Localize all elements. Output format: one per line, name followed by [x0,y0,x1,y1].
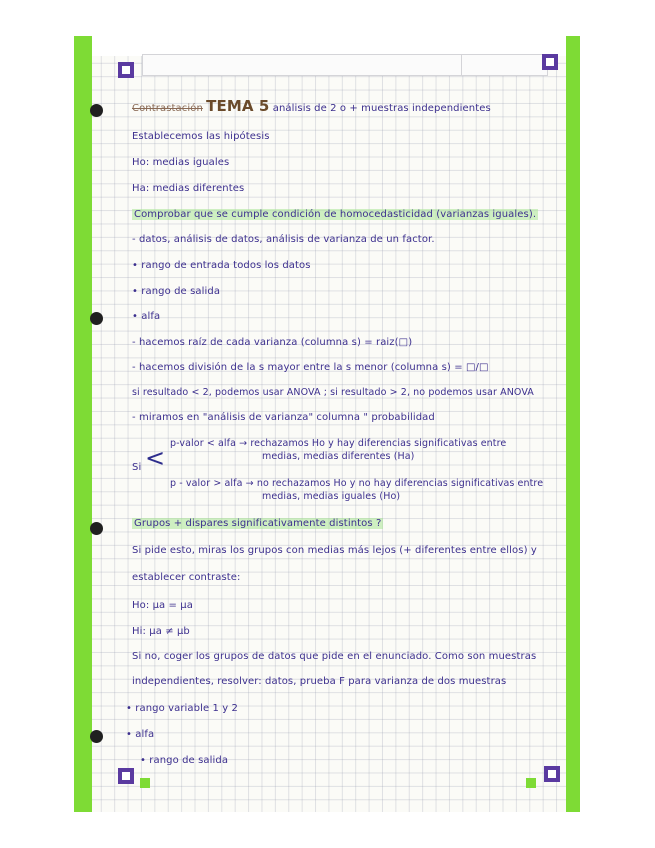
corner-square-icon [140,778,150,788]
page-top-margin [74,36,580,56]
tema-subtitle: análisis de 2 o + muestras independientes [272,103,491,114]
branch-b-line2: medias, medias iguales (Ho) [262,491,401,502]
punch-hole-icon [90,522,103,535]
branch-b-line1: p - valor > alfa → no rechazamos Ho y no hay diferencias significativas entre [170,478,544,489]
note-line: Ho: medias iguales [132,157,230,168]
corner-mark-icon [544,766,560,782]
corner-mark-icon [118,768,134,784]
header-box [142,54,548,76]
branch-a-line2: medias, medias diferentes (Ha) [262,451,415,462]
note-line: Ha: medias diferentes [132,183,245,194]
note-line: - datos, análisis de datos, análisis de varianza de un factor. [132,234,435,245]
si-label: Si [132,462,142,473]
note-line: establecer contraste: [132,572,241,583]
corner-square-icon [526,778,536,788]
note-line: si resultado < 2, podemos usar ANOVA ; si resultado > 2, no podemos usar ANOVA [132,387,534,398]
corner-mark-icon [118,62,134,78]
branch-a-line1: p-valor < alfa → rechazamos Ho y hay diferencias significativas entre [170,438,507,449]
note-line: • alfa [126,729,155,740]
note-line: • alfa [132,311,161,322]
right-green-border [566,36,580,812]
note-line: - hacemos división de la s mayor entre la s menor (columna s) = □/□ [132,362,489,373]
note-line [132,209,538,220]
note-line: • rango de entrada todos los datos [132,260,311,271]
note-line: Si pide esto, miras los grupos con medias más lejos (+ diferentes entre ellos) y [132,545,537,556]
notebook-page [74,36,580,812]
note-line [132,518,383,529]
punch-hole-icon [90,104,103,117]
note-line: - miramos en "análisis de varianza" columna " probabilidad [132,412,435,423]
punch-hole-icon [90,730,103,743]
highlighted-text: Grupos + dispares significativamente distintos ? [134,518,382,529]
left-green-border [74,36,92,812]
note-line: Ho: μa = μa [132,600,194,611]
crossed-word: Contrastación [132,103,203,114]
corner-mark-icon [542,54,558,70]
punch-hole-icon [90,312,103,325]
note-line: independientes, resolver: datos, prueba F para varianza de dos muestras [132,676,507,687]
note-line: Establecemos las hipótesis [132,131,270,142]
heading-line [132,97,491,115]
note-line: • rango de salida [132,286,221,297]
note-line: Hi: μa ≠ μb [132,626,190,637]
branch-brace-icon: < [145,444,166,472]
tema-title: TEMA 5 [206,97,270,115]
note-line: • rango de salida [140,755,229,766]
note-line: Si no, coger los grupos de datos que pide en el enunciado. Como son muestras [132,651,537,662]
highlighted-text: Comprobar que se cumple condición de homocedasticidad (varianzas iguales). [134,209,537,220]
note-line: - hacemos raíz de cada varianza (columna s) = raiz(□) [132,337,413,348]
note-line: • rango variable 1 y 2 [126,703,239,714]
